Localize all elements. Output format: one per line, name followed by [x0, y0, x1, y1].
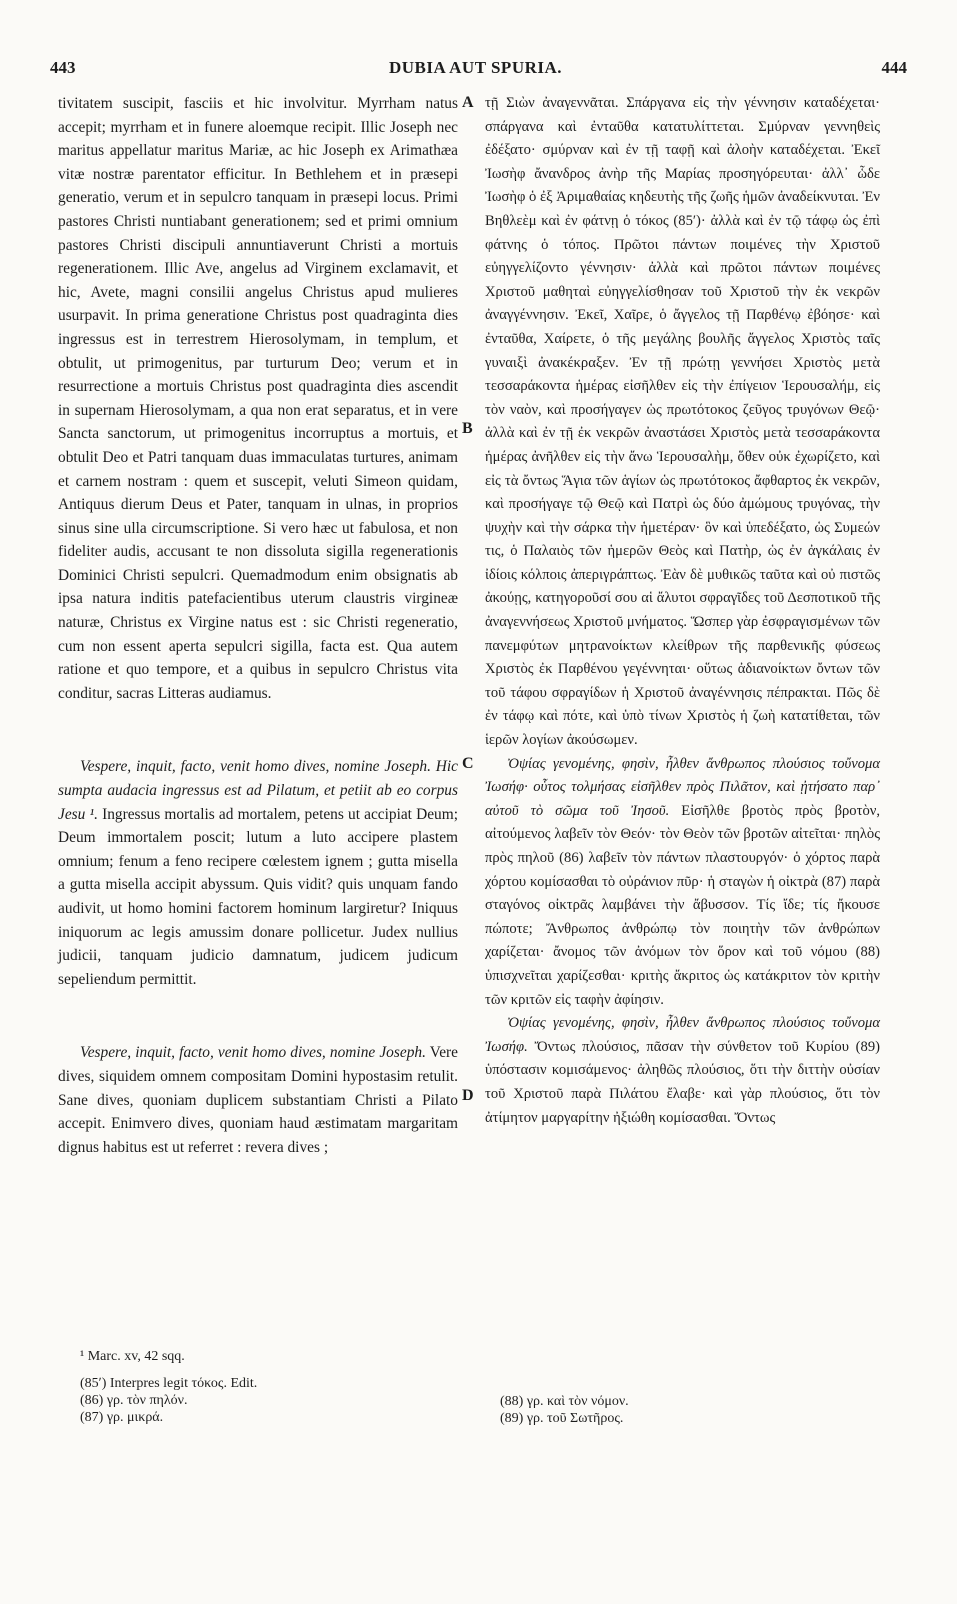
- footnotes-left: [80, 1348, 460, 1426]
- greek-paragraph-2-quote: Ὀψίας γενομένης, φησὶν, ἦλθεν ἄνθρωπος πλούσιος τοὔνομα Ἰωσήφ· οὗτος τολμήσας εἰσῆλθεν πρὸς Πιλᾶτον, καὶ ᾐτήσατο παρ᾽ αὐτοῦ τὸ σῶμα τοῦ Ἰησοῦ.: [485, 755, 880, 819]
- greek-paragraph-3: [485, 1012, 880, 1130]
- greek-paragraph-1: τῇ Σιὼν ἀναγεννᾶται. Σπάργανα εἰς τὴν γέννησιν καταδέχεται· σπάργανα καὶ ἐνταῦθα κατατυλίττεται. Σμύρναν γεννηθεὶς ἐδέξατο· σμύρναν καὶ ἐν τῇ ταφῇ καὶ ἀλοὴν καταδέχεται. Ἐκεῖ Ἰωσὴφ ἄνανδρος ἀνὴρ τῆς Μαρίας προσηγόρευται· ἀλλ᾽ ὧδε Ἰωσὴφ ὁ ἐξ Ἀριμαθαίας κηδευτὴς τῆς ζωῆς ἡμῶν ἀναδείκνυται. Ἐν Βηθλεὲμ καὶ ἐν φάτνῃ ὁ τόκος (85ʹ)· ἀλλὰ καὶ ἐν τῷ τάφῳ ὡς ἐπὶ φάτνης ὁ τόπος. Πρῶτοι πάντων ποιμένες τὴν Χριστοῦ εὐηγγελίζοντο γέννησιν· ἀλλὰ καὶ πρῶτοι πάντων ποιμένες Χριστοῦ μαθηταὶ εὐηγγελίσθησαν τοῦ Χριστοῦ τὴν ἐκ νεκρῶν ἀναγγέννησιν. Ἐκεῖ, Χαῖρε, ὁ ἄγγελος τῇ Παρθένῳ ἐβόησε· καὶ ἐνταῦθα, Χαίρετε, ὁ τῆς μεγάλης βουλῆς ἄγγελος Χριστὸς ταῖς γυναιξὶ ἀνακέκραξεν. Ἐν τῇ πρώτῃ γεννήσει Χριστὸς μετὰ τεσσαράκοντα ἡμέρας εἰσῆλθεν εἰς τὴν ἐπίγειον Ἱερουσαλήμ, εἰς τὸν ναὸν, καὶ προσήγαγεν ὡς πρωτότοκος ζεῦγος τρυγόνων Θεῷ· ἀλλὰ καὶ ἐν τῇ ἐκ νεκρῶν ἀναστάσει Χριστὸς μετὰ τεσσαράκοντα ἡμέρας ἀνῆλθεν εἰς τὴν ἄνω Ἱερουσαλὴμ, ὅθεν οὐκ ἐχωρίζετο, καὶ εἰς τὰ ὄντως Ἅγια τῶν ἁγίων ὡς πρωτότοκος ἄφθαρτος ἐκ νεκρῶν, καὶ προσήγαγε τῷ Θεῷ καὶ Πατρὶ ὡς δύο ἀμώμους τρυγόνας, τὴν ψυχὴν καὶ τὴν σάρκα τὴν ἡμετέραν· ὃν καὶ ὑπεδέξατο, ὡς Συμεών τις, ὁ Παλαιὸς τῶν ἡμερῶν Θεὸς καὶ Πατὴρ, ὡς ἐν ἀγκάλαις ἐν ἰδίοις κόλποις ἀπεριγράπτως. Ἐὰν δὲ μυθικῶς ταῦτα καὶ οὐ πιστῶς ἀκούῃς, κατηγοροῦσί σου αἱ ἄλυτοι σφραγῖδες τοῦ Δεσποτικοῦ τῆς ἀναγεννήσεως Χριστοῦ μνήματος. Ὥσπερ γὰρ ἐσφραγισμένων τῶν πανεμφύτων μητρανοίκτων κλείθρων τῆς παρθενικῆς φύσεως Χριστὸς ἐκ Παρθένου γεγέννηται· οὕτως ἀδιανοίκτων ὄντων τῶν τοῦ τάφου σφραγίδων ἡ Χριστοῦ ἀναγέννησις πέπρακται. Πῶς δὲ ἐν τάφῳ καὶ πότε, καὶ ὑπὸ τίνων Χριστὸς ἡ ζωὴ κατατίθεται, τῶν ἱερῶν λογίων ἀκούσωμεν.: [485, 95, 880, 749]
- page-number-left: 443: [50, 58, 76, 77]
- latin-paragraph-3-quote: Vespere, inquit, facto, venit homo dives, nomine Joseph.: [80, 1044, 426, 1062]
- latin-paragraph-2-quote: Vespere, inquit, facto, venit homo dives, nomine Joseph. Hic sumpta audacia ingressus est ad Pilatum, et petiit ab eo corpus Jesu ¹.: [58, 758, 458, 823]
- running-title: DUBIA AUT SPURIA.: [388, 58, 563, 77]
- footnote: (89) γρ. τοῦ Σωτῆρος.: [500, 1411, 624, 1426]
- latin-paragraph-2-text: Ingressus mortalis ad mortalem, petens ut accipiat Deum; Deum immortalem poscit; lutum a luto accipere plastem omnium; fenum a feno recipere cœlestem ignem ; gutta misella a gutta misella accipit abyssum. Quis vidit? quis unquam fando audivit, ut homo homini factorem hominum largiretur? Iniquus iniquorum ac legis amussim donare pollicetur. Judex nullius judicii, tanquam judicio damnatum, judicem judicum sepeliendum permittit.: [58, 805, 458, 988]
- margin-letter-a: A: [462, 94, 474, 111]
- latin-paragraph-1: tivitatem suscipit, fasciis et hic involvitur. Myrrham natus accepit; myrrham et in funere aloemque recipit. Illic Joseph nec maritus appellatur maritus Mariæ, ac hic Joseph ex Arimathæa vitæ nostræ parentator efficitur. In Bethlehem et in præsepi generatio, verum et in sepulcro tanquam in præsepi locus. Primi pastores Christi nuntiabant generationem; sed et primi omnium pastores Christi discipuli annuntiaverunt Christi a mortuis regenerationem. Illic Ave, angelus ad Virginem exclamavit, et hic, Avete, magni consilii angelus Christus apud mulieres usurpavit. In prima generatione Christus post quadraginta dies ingressus est in terrestrem Hierosolymam, in templum, et obtulit, ut primogenitus, par turturum Deo; verum et in resurrectione a mortuis Christus post quadraginta dies ascendit in supernam Hierosolymam, a qua non erat separatus, et in vere Sancta sanctorum, ut primogenitus incorruptus a mortuis, et obtulit Deo et Patri tanquam duas immaculatas turtures, animam et carnem nostram : quem et suscepit, veluti Simeon quidam, Antiquus dierum Deus et Pater, tanquam in ulnas, in proprios sinus sine ulla circumscriptione. Si vero hæc ut fabulosa, et non fideliter audis, accusant te non dissoluta sigilla regenerationis Dominici Christi sepulcri. Quemadmodum enim obsignatis ab ipsa natura inditis patefacientibus uterum claustris virgineæ naturæ, Christus ex Virgine natus est : sic Christi regeneratio, cum non essent aperta sepulcri sigilla, facta est. Qua autem ratione et quo tempore, et a quibus in sepulcro Christus vita conditur, sacras Litteras audiamus.: [58, 95, 458, 702]
- margin-letter-b: B: [462, 420, 473, 437]
- margin-letter-c: C: [462, 755, 474, 772]
- latin-paragraph-3-text: Vere dives, siquidem omnem compositam Domini hypostasim retulit. Sane dives, quoniam duplicem substantiam Christi a Pilato accepit. Enimvero dives, quoniam haud æstimatam margaritam dignus habitus est ut referret : revera dives ;: [58, 1044, 459, 1156]
- greek-column: [485, 92, 880, 1130]
- greek-paragraph-3-quote: Ὀψίας γενομένης, φησὶν, ἦλθεν ἄνθρωπος πλούσιος τοὔνομα Ἰωσήφ.: [485, 1015, 880, 1055]
- greek-paragraph-2-text: Εἰσῆλθε βροτὸς πρὸς βροτὸν, αἰτούμενος λαβεῖν τὸν Θεόν· τὸν Θεὸν τῶν βροτῶν αἰτεῖται· πηλὸς πρὸς πηλοῦ (86) λαβεῖν τὸν πάντων πλαστουργόν· ὁ χόρτος παρὰ χόρτου κομίσασθαι τὸ οὐράνιον πῦρ· ἡ σταγὼν ἡ οἰκτρὰ (87) παρὰ σταγόνος οἰκτρᾶς λαμβάνει τὴν ἄβυσσον. Τίς ἴδε; τίς ἤκουσε πώποτε; Ἄνθρωπος ἀνθρώπῳ τὸν ποιητὴν τῶν ἀνθρώπων χαρίζεται· ἄνομος τῶν ἀνόμων τὸν ὅρον καὶ τοῦ νόμου (88) ὑπισχνεῖται χαρίζεσθαι· κριτὴς ἄκριτος ὡς κατάκριτον τὸν κριτὴν τῶν κριτῶν εἰς ταφὴν ἀφίησιν.: [485, 802, 881, 1008]
- footnote: ¹ Marc. xv, 42 sqq.: [80, 1349, 185, 1364]
- greek-paragraph-3-text: Ὄντως πλούσιος, πᾶσαν τὴν σύνθετον τοῦ Κυρίου (89) ὑπόστασιν κομισάμενος· ἀληθῶς πλούσιος, ὅτι τὴν διττὴν οὐσίαν τοῦ Χριστοῦ παρὰ Πιλάτου ἔλαβε· καὶ γὰρ πλούσιος, ὅτι τὸν ἀτίμητον μαργαρίτην ἠξιώθη κομίσασθαι. Ὄντως: [485, 1038, 880, 1126]
- footnote: (85ʹ) Interpres legit τόκος. Edit.: [80, 1376, 258, 1391]
- footnote: (87) γρ. μικρά.: [80, 1410, 164, 1425]
- footnote: (88) γρ. καὶ τὸν νόμον.: [500, 1394, 629, 1409]
- footnotes-right: [500, 1393, 880, 1427]
- greek-paragraph-2: [485, 753, 880, 1013]
- page-header: [44, 58, 907, 84]
- page-number-right: 444: [881, 58, 907, 77]
- latin-column: [58, 92, 458, 1159]
- latin-paragraph-2: [58, 755, 458, 991]
- latin-paragraph-3: [58, 1041, 458, 1159]
- footnote: (86) γρ. τὸν πηλόν.: [80, 1393, 188, 1408]
- margin-letter-d: D: [462, 1087, 474, 1104]
